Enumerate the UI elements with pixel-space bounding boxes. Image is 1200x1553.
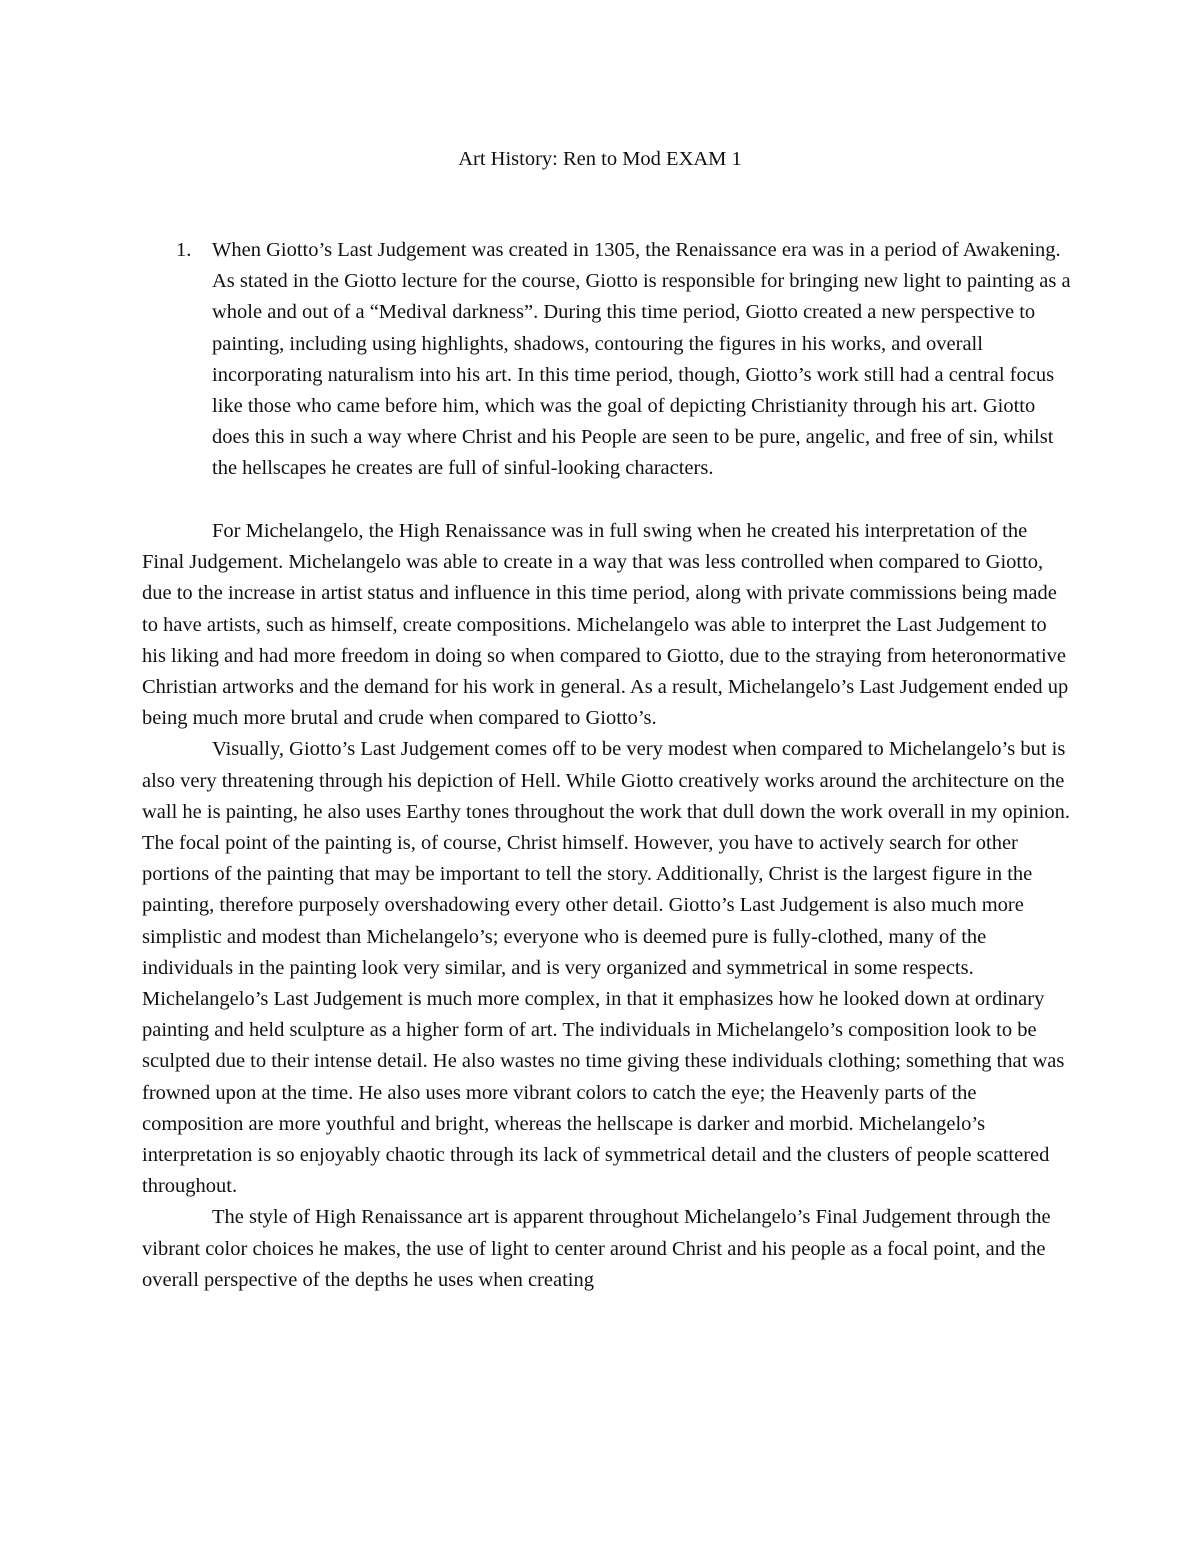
body-text: [142, 516, 1072, 1296]
paragraph-high-renaissance-style: The style of High Renaissance art is apparent throughout Michelangelo’s Final Judgement through the vibrant color choices he makes, the use of light to center around Christ and his people as a focal point, and the overall perspective of the depths he uses when creating: [142, 1206, 1051, 1291]
list-number: 1.: [176, 239, 192, 261]
paragraph-visual-comparison: Visually, Giotto’s Last Judgement comes off to be very modest when compared to Michelangelo’s but is also very threatening through his depiction of Hell. While Giotto creatively works around the architecture on the wall he is painting, he also uses Earthy tones throughout the work that dull down the work overall in my opinion. The focal point of the painting is, of course, Christ himself. However, you have to actively search for other portions of the painting that may be important to tell the story. Additionally, Christ is the largest figure in the painting, therefore purposely overshadowing every other detail. Giotto’s Last Judgement is also much more simplistic and modest than Michelangelo’s; everyone who is deemed pure is fully-clothed, many of the individuals in the painting look very similar, and is very organized and symmetrical in some respects. Michelangelo’s Last Judgement is much more complex, in that it emphasizes how he looked down at ordinary painting and held sculpture as a higher form of art. The individuals in Michelangelo’s composition look to be sculpted due to their intense detail. He also wastes no time giving these individuals clothing; something that was frowned upon at the time. He also uses more vibrant colors to catch the eye; the Heavenly parts of the composition are more youthful and bright, whereas the hellscape is darker and morbid. Michelangelo’s interpretation is so enjoyably chaotic through its lack of symmetrical detail and the clusters of people scattered throughout.: [142, 738, 1071, 1198]
list-item-text: When Giotto’s Last Judgement was created in 1305, the Renaissance era was in a period of Awakening. As stated in the Giotto lecture for the course, Giotto is responsible for bringing new light to painting as a whole and out of a “Medival darkness”. During this time period, Giotto created a new perspective to painting, including using highlights, shadows, contouring the figures in his works, and overall incorporating naturalism into his art. In this time period, though, Giotto’s work still had a central focus like those who came before him, which was the goal of depicting Christianity through his art. Giotto does this in such a way where Christ and his People are seen to be pure, angelic, and free of sin, whilst the hellscapes he creates are full of sinful-looking characters.: [212, 239, 1071, 480]
numbered-list-item: [176, 235, 1072, 485]
paragraph-michelangelo-high-renaissance: For Michelangelo, the High Renaissance was in full swing when he created his interpretation of the Final Judgement. Michelangelo was able to create in a way that was less controlled when compared to Giotto, due to the increase in artist status and influence in this time period, along with private commissions being made to have artists, such as himself, create compositions. Michelangelo was able to interpret the Last Judgement to his liking and had more freedom in doing so when compared to Giotto, due to the straying from heteronormative Christian artworks and the demand for his work in general. As a result, Michelangelo’s Last Judgement ended up being much more brutal and crude when compared to Giotto’s.: [142, 520, 1069, 730]
document-title: Art History: Ren to Mod EXAM 1: [458, 148, 742, 170]
